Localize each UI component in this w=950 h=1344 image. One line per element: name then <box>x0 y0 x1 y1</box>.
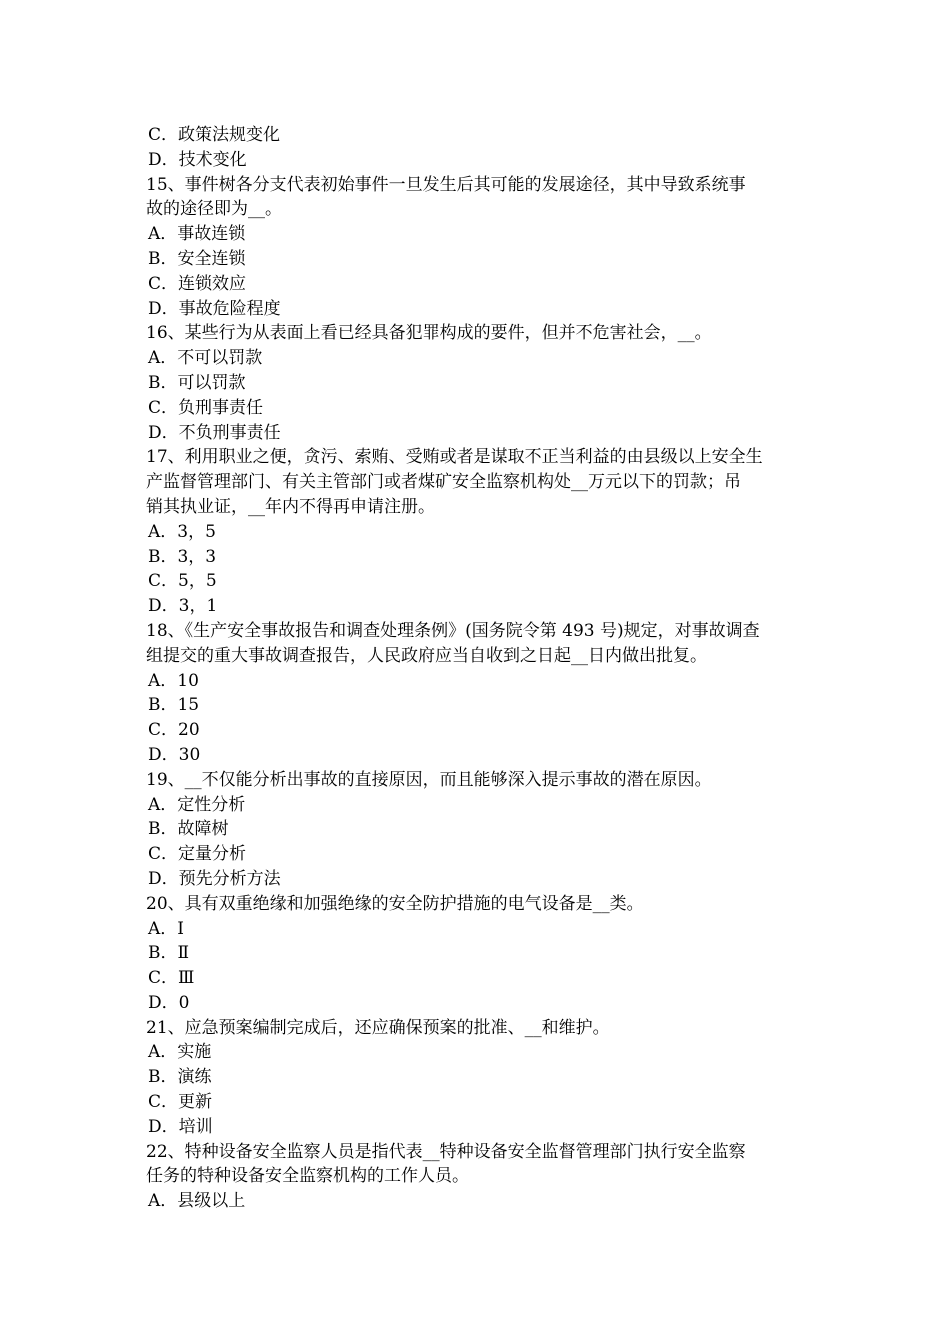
answer-option-line: B．故障树 <box>148 819 229 840</box>
question-text-line: 任务的特种设备安全监察机构的工作人员。 <box>146 1166 469 1187</box>
answer-option-line: C．Ⅲ <box>148 968 195 989</box>
answer-option-line: A．不可以罚款 <box>148 348 263 369</box>
answer-option-line: A．事故连锁 <box>148 224 246 245</box>
answer-option-line: C．更新 <box>148 1092 213 1113</box>
answer-option-line: B．3，3 <box>148 546 217 567</box>
question-text-line: 销其执业证，__年内不得再申请注册。 <box>146 496 435 517</box>
question-text-line: 20、具有双重绝缘和加强绝缘的安全防护措施的电气设备是__类。 <box>146 893 644 914</box>
answer-option-line: D．事故危险程度 <box>148 298 281 319</box>
answer-option-line: A．3，5 <box>148 521 216 542</box>
answer-option-line: A．实施 <box>148 1042 212 1063</box>
document-body <box>146 123 810 1214</box>
answer-option-line: C．20 <box>148 720 200 741</box>
question-text-line: 19、__不仅能分析出事故的直接原因，而且能够深入提示事故的潜在原因。 <box>146 769 712 790</box>
answer-option-line: D．30 <box>148 744 201 765</box>
answer-option-line: D．不负刑事责任 <box>148 422 281 443</box>
question-text-line: 16、某些行为从表面上看已经具备犯罪构成的要件，但并不危害社会，__。 <box>146 323 712 344</box>
answer-option-line: D．预先分析方法 <box>148 868 281 889</box>
answer-option-line: B．安全连锁 <box>148 248 246 269</box>
answer-option-line: C．负刑事责任 <box>148 397 264 418</box>
answer-option-line: B．可以罚款 <box>148 372 246 393</box>
question-text-line: 产监督管理部门、有关主管部门或者煤矿安全监察机构处__万元以下的罚款；吊 <box>146 472 741 493</box>
answer-option-line: B．演练 <box>148 1067 212 1088</box>
answer-option-line: A．县级以上 <box>148 1191 246 1212</box>
answer-option-line: B．15 <box>148 695 200 716</box>
answer-option-line: D．3，1 <box>148 596 218 617</box>
answer-option-line: A．Ⅰ <box>148 918 184 939</box>
question-text-line: 21、应急预案编制完成后，还应确保预案的批准、__和维护。 <box>146 1017 610 1038</box>
answer-option-line: C．5，5 <box>148 571 217 592</box>
answer-option-line: D．0 <box>148 992 190 1013</box>
question-text-line: 17、利用职业之便，贪污、索贿、受贿或者是谋取不正当利益的由县级以上安全生 <box>146 447 763 468</box>
answer-option-line: A．10 <box>148 670 199 691</box>
answer-option-line: C．定量分析 <box>148 844 247 865</box>
question-text-line: 组提交的重大事故调查报告，人民政府应当自收到之日起__日内做出批复。 <box>146 645 707 666</box>
answer-option-line: A．定性分析 <box>148 794 246 815</box>
answer-option-line: C．政策法规变化 <box>148 125 281 145</box>
answer-option-line: D．技术变化 <box>148 149 247 170</box>
question-text-line: 故的途径即为__。 <box>146 199 282 220</box>
question-text-line: 22、特种设备安全监察人员是指代表__特种设备安全监督管理部门执行安全监察 <box>146 1141 746 1162</box>
question-text-line: 18、《生产安全事故报告和调查处理条例》(国务院令第 493 号)规定，对事故调查 <box>146 620 760 641</box>
answer-option-line: D．培训 <box>148 1116 213 1137</box>
question-text-line: 15、事件树各分支代表初始事件一旦发生后其可能的发展途径，其中导致系统事 <box>146 174 746 195</box>
answer-option-line: B．Ⅱ <box>148 943 190 964</box>
answer-option-line: C．连锁效应 <box>148 273 247 294</box>
